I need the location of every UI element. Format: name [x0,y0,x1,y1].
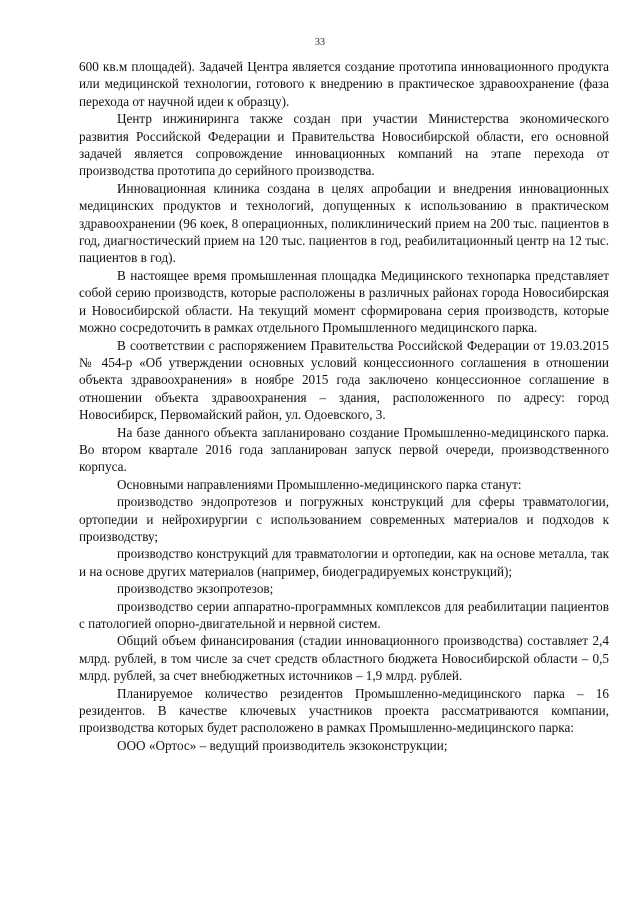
paragraph: В соответствии с распоряжением Правительства Российской Федерации от 19.03.2015 № 454-р «Об утверждении основных условий концессионного соглашения в отношении объекта здравоохранения» в ноябре 2015 года заключено концессионное соглашение в отношении объекта здравоохранения – здания, расположенного по адресу: город Новосибирск, Первомайский район, ул. Одоевского, 3. [79,337,609,423]
paragraph: В настоящее время промышленная площадка Медицинского технопарка представляет собой серию производств, которые расположены в различных районах города Новосибирская и Новосибирской области. На текущий момент сформирована серия производств, которые можно сосредоточить в рамках отдельного Промышленного медицинского парка. [79,267,609,336]
list-item: производство конструкций для травматологии и ортопедии, как на основе металла, так и на основе других материалов (например, биодеградируемых конструкций); [79,546,609,579]
list-item: производство экзопротезов; [117,581,274,597]
document-body [79,58,609,754]
paragraph: Центр инжиниринга также создан при участии Министерства экономического развития Российской Федерации и Правительства Новосибирской области, его основной задачей является сопровождение инновационных компаний на этапе перехода от производства прототипа до серийного производства. [79,111,609,179]
page-number: 33 [315,37,325,48]
paragraph: 600 кв.м площадей). Задачей Центра является создание прототипа инновационного продукта или медицинской технологии, готового к внедрению в практическое здравоохранение (фаза перехода от научной идеи к образцу). [79,59,609,109]
paragraph: Общий объем финансирования (стадии инновационного производства) составляет 2,4 млрд. рублей, в том числе за счет средств областного бюджета Новосибирской области – 0,5 млрд. рублей, за счет внебюджетных источников – 1,9 млрд. рублей. [79,633,609,684]
list-item: ООО «Ортос» – ведущий производитель экзоконструкции; [117,737,448,753]
list-item: производство серии аппаратно-программных комплексов для реабилитации пациентов с патологией опорно-двигательной и нервной систем. [79,598,609,631]
paragraph: Инновационная клиника создана в целях апробации и внедрения инновационных медицинских продуктов и технологий, допущенных к использованию в практическом здравоохранении (96 коек, 8 операционных, поликлинический прием на 200 тыс. пациентов в год, диагностический прием на 120 тыс. пациентов в год, реабилитационный центр на 12 тыс. пациентов в год). [79,180,609,266]
paragraph: На базе данного объекта запланировано создание Промышленно-медицинского парка. Во втором квартале 2016 года запланирован запуск первой очереди, производственного корпуса. [79,424,609,475]
paragraph: Планируемое количество резидентов Промышленно-медицинского парка – 16 резидентов. В качестве ключевых участников проекта рассматриваются компании, производства которых будет расположено в рамках Промышленно-медицинского парка: [79,685,609,736]
paragraph: Основными направлениями Промышленно-медицинского парка станут: [117,476,522,492]
list-item: производство эндопротезов и погружных конструкций для сферы травматологии, ортопедии и нейрохирургии с использованием современных материалов и подходов к производству; [79,494,609,544]
